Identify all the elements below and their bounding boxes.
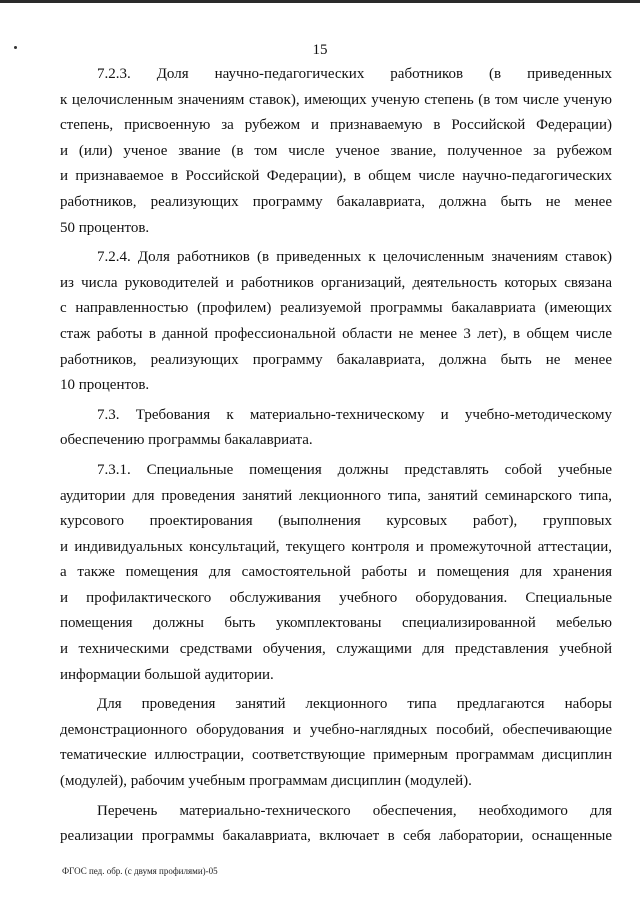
text-line: и индивидуальных консультаций, текущего контроля и промежуточной аттестации, [60,538,612,555]
text-line: 7.3. Требования к материально-техническому и учебно-методическому [97,406,612,423]
text-line: и признаваемое в Российской Федерации), в общем числе научно-педагогических [60,168,612,185]
text-line: Перечень материально-технического обеспечения, необходимого для [97,802,612,819]
scan-top-edge [0,0,640,3]
text-line: Для проведения занятий лекционного типа предлагаются наборы [97,696,612,713]
text-line: (модулей), рабочим учебным программам дисциплин (модулей). [60,773,472,790]
text-line: а также помещения для самостоятельной работы и помещения для хранения [60,564,612,581]
text-line: и (или) ученое звание (в том числе ученое звание, полученное за рубежом [60,142,612,159]
text-line: реализации программы бакалавриата, включает в себя лаборатории, оснащенные [60,828,612,845]
text-line: и техническими средствами обучения, служащими для представления учебной [60,641,612,658]
text-line: 7.2.3. Доля научно-педагогических работников (в приведенных [97,66,612,82]
text-line: работников, реализующих программу бакалавриата, должна быть не менее [60,193,612,210]
text-line: информации большой аудитории. [60,666,274,683]
paragraph [60,799,612,850]
text-line: к целочисленным значениям ставок), имеющих ученую степень (в том числе ученую [60,91,612,108]
text-line: из числа руководителей и работников организаций, деятельность которых связана [60,274,612,291]
text-line: 10 процентов. [60,377,150,394]
paragraph [60,458,612,688]
paragraph [60,403,612,454]
text-line: обеспечению программы бакалавриата. [60,432,313,449]
text-line: 50 процентов. [60,219,150,236]
text-line: 7.3.1. Специальные помещения должны представлять собой учебные [97,461,612,478]
text-line: помещения должны быть укомплектованы специализированной мебелью [60,615,612,632]
text-line: 7.2.4. Доля работников (в приведенных к целочисленным значениям ставок) [97,249,612,266]
text-line: стаж работы в данной профессиональной области не менее 3 лет), в общем числе [60,325,612,342]
paragraph [60,692,612,794]
text-line: тематические иллюстрации, соответствующие примерным программам дисциплин [60,747,612,764]
paragraph [60,62,612,241]
text-line: курсового проектирования (выполнения курсовых работ), групповых [60,513,612,530]
text-line: аудитории для проведения занятий лекционного типа, занятий семинарского типа, [60,487,612,504]
page-number: 15 [312,42,328,58]
document-footer: ФГОС пед. обр. (с двумя профилями)-05 [62,866,218,876]
paragraph [60,245,612,399]
text-line: демонстрационного оборудования и учебно-наглядных пособий, обеспечивающие [60,721,612,738]
document-body [60,62,612,854]
text-line: работников, реализующих программу бакалавриата, должна быть не менее [60,351,612,368]
text-line: степень, присвоенную за рубежом и признаваемую в Российской Федерации) [60,117,612,134]
text-line: и профилактического обслуживания учебного оборудования. Специальные [60,589,612,606]
text-line: с направленностью (профилем) реализуемой программы бакалавриата (имеющих [60,300,612,317]
